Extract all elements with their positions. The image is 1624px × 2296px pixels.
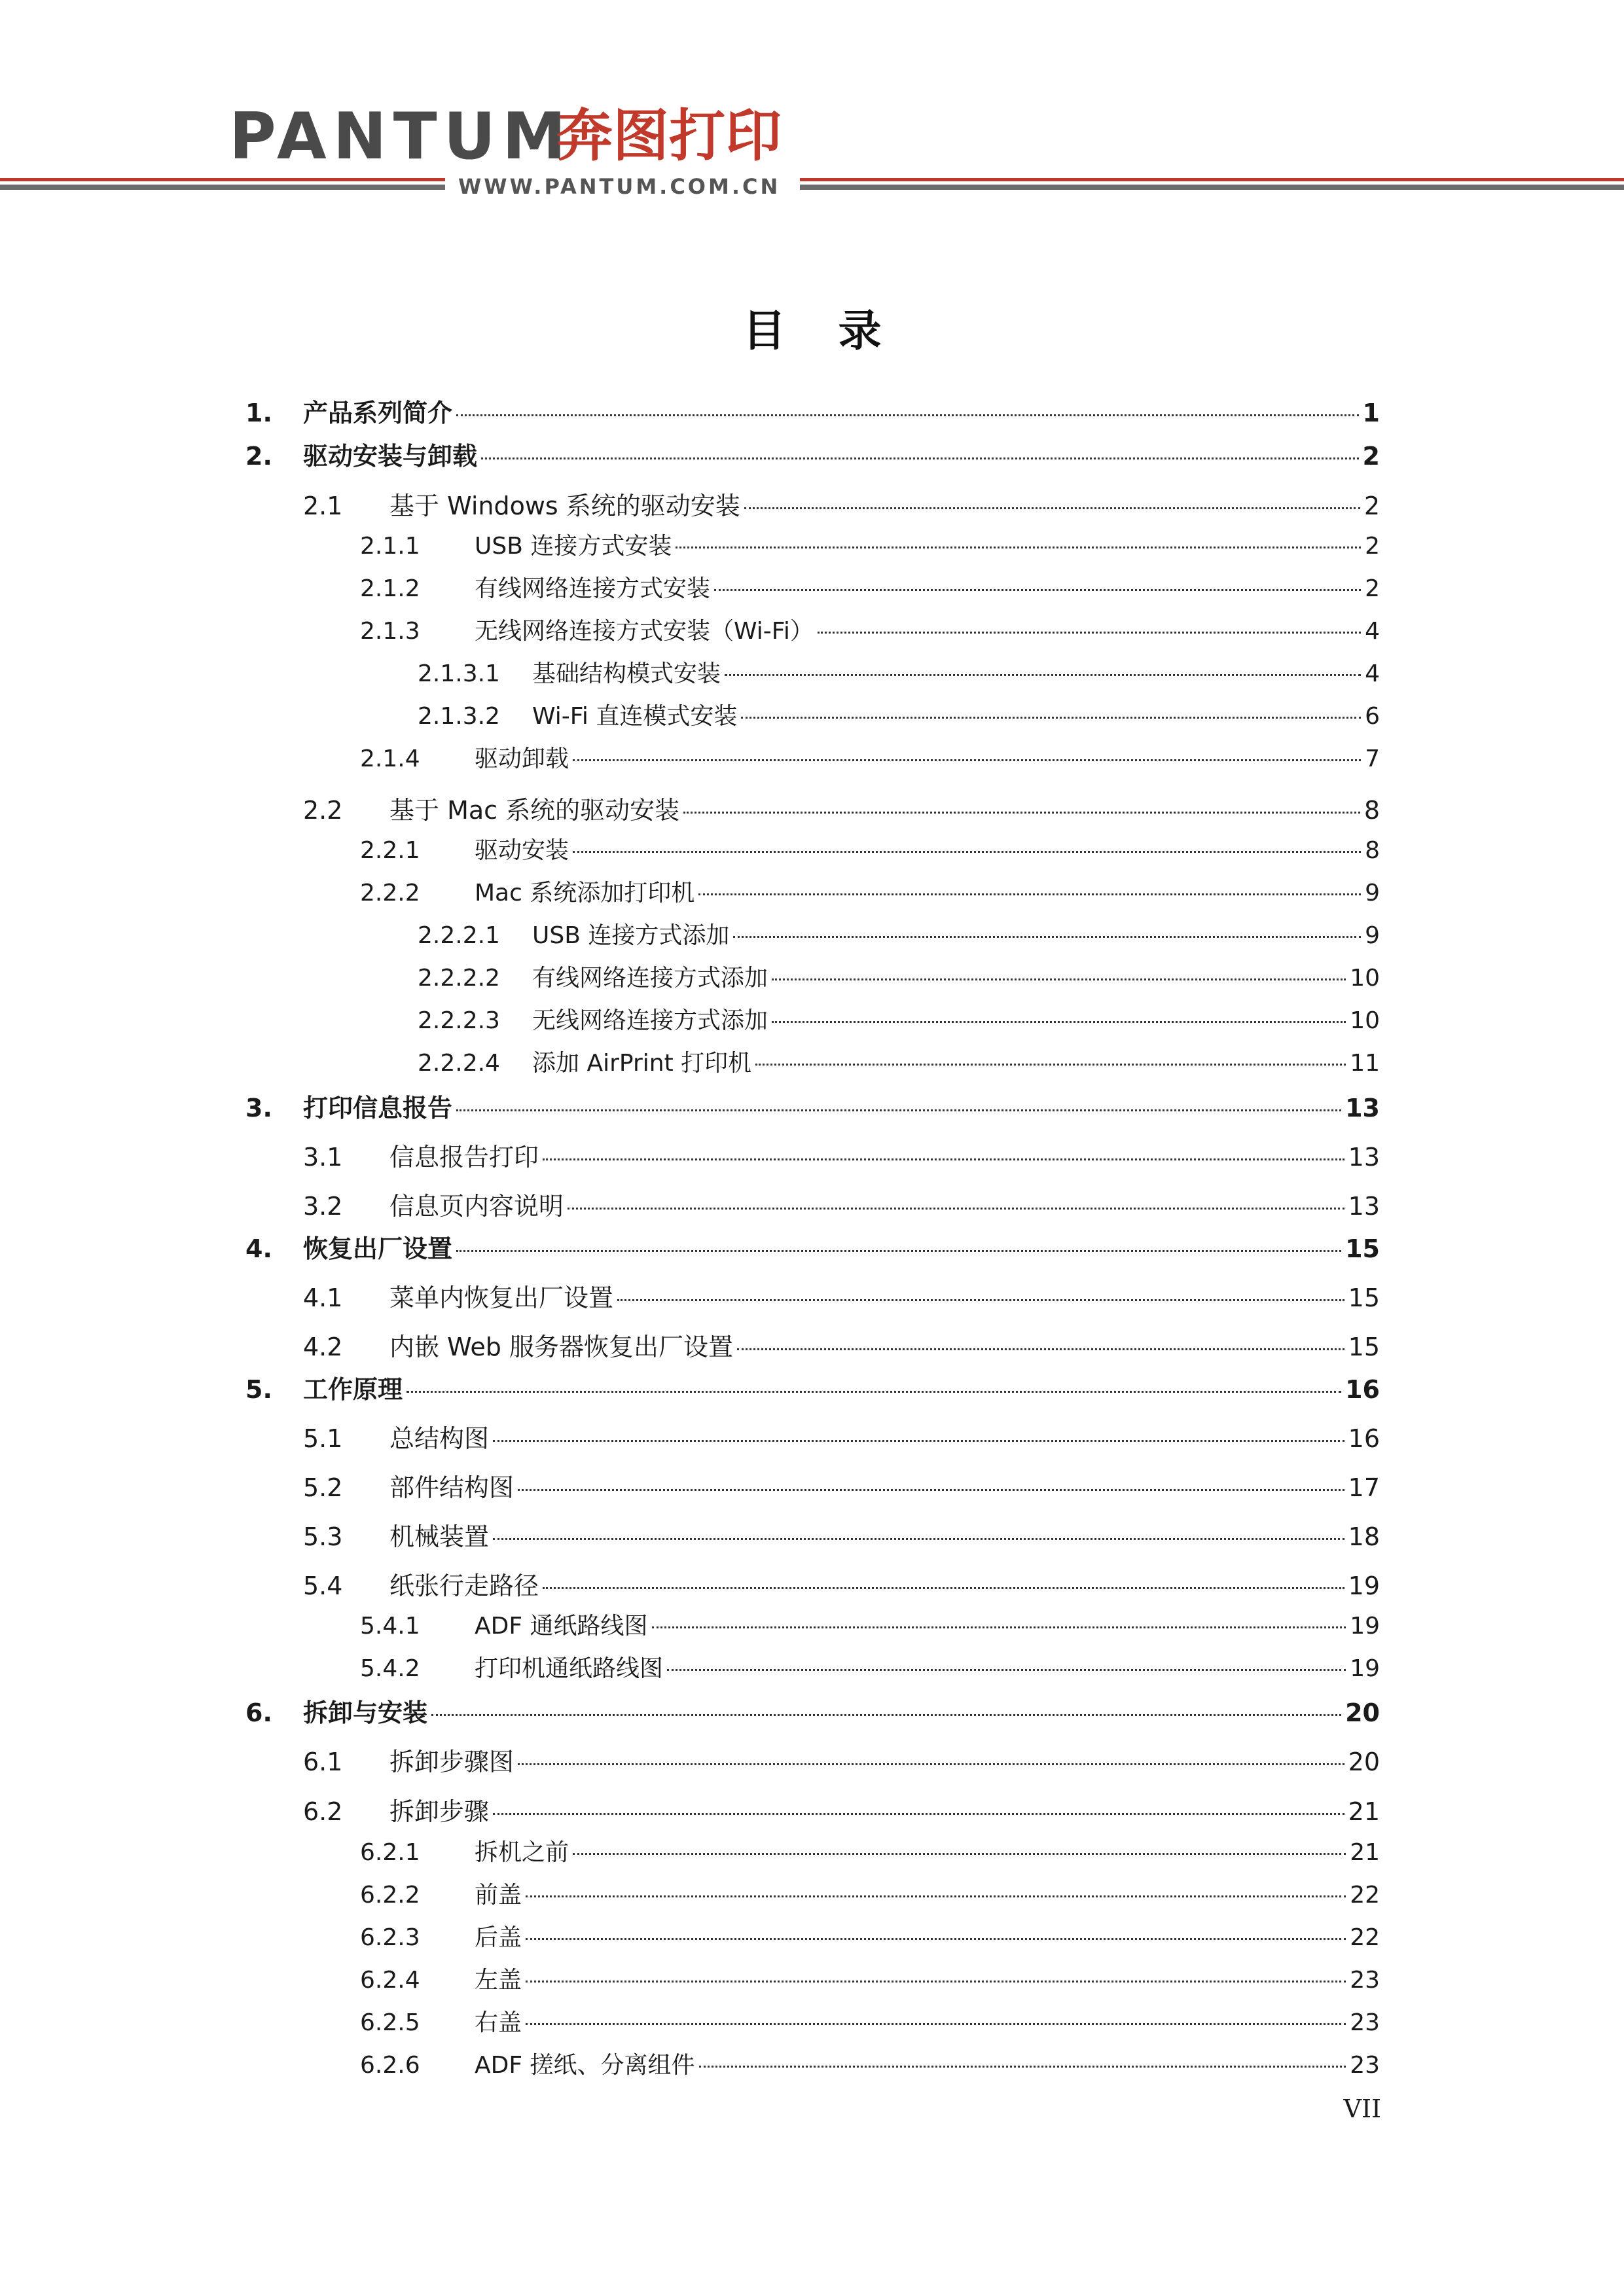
toc-entry-title: 驱动安装 <box>475 837 569 864</box>
pantum-logo-text: PANTUM <box>229 99 573 174</box>
toc-entry[interactable] <box>303 1327 1380 1365</box>
toc-entry-page: 2 <box>1362 442 1380 471</box>
toc-dot-leader <box>518 1763 1344 1765</box>
toc-dot-leader <box>818 632 1361 634</box>
toc-entry[interactable] <box>360 1650 1380 1688</box>
toc-dot-leader <box>481 457 1359 459</box>
toc-entry-number: 6.2.1 <box>360 1839 420 1866</box>
toc-entry-page: 15 <box>1348 1333 1380 1361</box>
toc-entry-page: 13 <box>1348 1192 1380 1221</box>
toc-dot-leader <box>456 1109 1341 1111</box>
toc-entry-title: 部件结构图 <box>389 1473 514 1502</box>
toc-entry-title: 驱动安装与卸载 <box>303 442 478 471</box>
toc-entry[interactable] <box>303 1516 1380 1554</box>
toc-dot-leader <box>772 1021 1346 1023</box>
toc-entry-number: 2.1.1 <box>360 533 420 560</box>
toc-entry-number: 6.2.3 <box>360 1924 420 1951</box>
toc-dot-leader <box>568 1208 1344 1210</box>
toc-entry-page: 16 <box>1348 1424 1380 1453</box>
toc-entry[interactable] <box>303 1566 1380 1604</box>
toc-entry-title: 信息页内容说明 <box>389 1192 564 1221</box>
toc-entry-page: 15 <box>1345 1234 1380 1263</box>
toc-dot-leader <box>667 1669 1346 1671</box>
toc-entry-title: 基于 Mac 系统的驱动安装 <box>389 796 680 825</box>
toc-entry[interactable] <box>303 790 1380 828</box>
toc-entry-page: 18 <box>1348 1522 1380 1551</box>
toc-entry-page: 17 <box>1348 1473 1380 1502</box>
toc-dot-leader <box>543 1158 1344 1160</box>
toc-entry-page: 19 <box>1350 1613 1380 1640</box>
toc-entry-title: 有线网络连接方式添加 <box>532 965 768 992</box>
toc-entry[interactable] <box>245 393 1380 431</box>
toc-dot-leader <box>699 2066 1346 2068</box>
toc-entry-title: 拆卸步骤 <box>389 1797 490 1826</box>
toc-entry-number: 6.2.5 <box>360 2009 420 2036</box>
toc-dot-leader <box>456 1250 1341 1252</box>
toc-entry-page: 9 <box>1365 922 1380 949</box>
page-title: 目录 <box>742 306 934 356</box>
toc-entry-title: 有线网络连接方式安装 <box>475 575 711 602</box>
toc-entry-number: 2.1.3.2 <box>418 703 500 730</box>
toc-entry[interactable] <box>418 960 1380 997</box>
toc-entry[interactable] <box>418 1002 1380 1040</box>
toc-entry-page: 21 <box>1348 1797 1380 1826</box>
toc-dot-leader <box>772 978 1346 980</box>
toc-entry-page: 13 <box>1348 1143 1380 1172</box>
pantum-logo-chinese: 奔图打印 <box>556 103 782 169</box>
toc-entry[interactable] <box>360 528 1380 565</box>
toc-entry-number: 5.2 <box>303 1473 343 1502</box>
toc-entry[interactable] <box>418 917 1380 955</box>
toc-entry-number: 2.1.3 <box>360 618 420 645</box>
toc-entry-page: 8 <box>1365 837 1380 864</box>
toc-entry-number: 5.4.1 <box>360 1613 420 1640</box>
toc-entry[interactable] <box>360 1876 1380 1914</box>
toc-entry-number: 5.1 <box>303 1424 343 1453</box>
toc-entry-number: 3.2 <box>303 1192 343 1221</box>
toc-entry-page: 23 <box>1350 2009 1380 2036</box>
toc-entry-number: 2.2.2.3 <box>418 1007 500 1034</box>
toc-entry-number: 2.2 <box>303 796 343 825</box>
toc-dot-leader <box>493 1538 1344 1540</box>
toc-entry-number: 3.1 <box>303 1143 343 1172</box>
toc-dot-leader <box>518 1489 1344 1491</box>
toc-entry-title: 产品系列简介 <box>303 399 453 427</box>
toc-dot-leader <box>737 1348 1344 1350</box>
toc-entry-number: 2.1.4 <box>360 745 420 772</box>
toc-entry[interactable] <box>245 1088 1380 1126</box>
toc-entry-number: 4.1 <box>303 1283 343 1312</box>
toc-entry-title: USB 连接方式安装 <box>475 533 672 560</box>
toc-entry-page: 8 <box>1363 796 1380 825</box>
toc-entry[interactable] <box>245 1693 1380 1731</box>
toc-entry-number: 6.1 <box>303 1748 343 1776</box>
toc-entry[interactable] <box>418 698 1380 736</box>
toc-entry-number: 6.2 <box>303 1797 343 1826</box>
toc-entry-number: 5.4 <box>303 1571 343 1600</box>
toc-entry-page: 13 <box>1345 1094 1380 1122</box>
toc-entry-number: 2.2.2 <box>360 880 420 906</box>
toc-entry-page: 19 <box>1350 1655 1380 1682</box>
toc-dot-leader <box>526 1938 1346 1940</box>
page-header <box>0 0 1624 209</box>
toc-dot-leader <box>683 812 1360 814</box>
toc-entry-title: ADF 搓纸、分离组件 <box>475 2052 695 2079</box>
toc-entry-number: 4. <box>245 1234 272 1263</box>
toc-entry-page: 6 <box>1365 703 1380 730</box>
toc-dot-leader <box>714 589 1361 591</box>
toc-entry-title: 添加 AirPrint 打印机 <box>532 1050 752 1077</box>
toc-entry[interactable] <box>303 1186 1380 1224</box>
toc-dot-leader <box>573 851 1361 853</box>
toc-entry[interactable] <box>245 436 1380 474</box>
toc-entry[interactable] <box>303 1418 1380 1456</box>
toc-entry-number: 2.2.2.4 <box>418 1050 500 1077</box>
toc-dot-leader <box>617 1299 1344 1301</box>
toc-entry-page: 15 <box>1348 1283 1380 1312</box>
toc-dot-leader <box>676 547 1361 548</box>
toc-dot-leader <box>573 1853 1346 1855</box>
toc-entry-number: 2.2.2.2 <box>418 965 500 992</box>
toc-entry-page: 19 <box>1348 1571 1380 1600</box>
toc-entry-page: 9 <box>1365 880 1380 906</box>
toc-entry-number: 1. <box>245 399 272 427</box>
toc-entry-title: 拆卸步骤图 <box>389 1748 514 1776</box>
toc-entry[interactable] <box>360 1962 1380 2000</box>
toc-entry-number: 6. <box>245 1698 272 1727</box>
page-number: VII <box>1343 2094 1381 2123</box>
toc-entry-title: 纸张行走路径 <box>389 1571 539 1600</box>
toc-entry-page: 4 <box>1365 660 1380 687</box>
toc-entry-page: 4 <box>1365 618 1380 645</box>
toc-entry-page: 7 <box>1365 745 1380 772</box>
toc-dot-leader <box>543 1587 1344 1589</box>
toc-entry-number: 2.2.2.1 <box>418 922 500 949</box>
toc-entry-title: 左盖 <box>475 1967 522 1994</box>
toc-entry-number: 6.2.4 <box>360 1967 420 1994</box>
toc-dot-leader <box>526 2023 1346 2025</box>
toc-entry-page: 16 <box>1345 1375 1380 1404</box>
toc-entry[interactable] <box>418 655 1380 693</box>
toc-entry[interactable] <box>360 874 1380 912</box>
toc-entry-title: 机械装置 <box>389 1522 490 1551</box>
toc-entry-title: 后盖 <box>475 1924 522 1951</box>
toc-dot-leader <box>744 507 1360 509</box>
toc-entry-number: 5. <box>245 1375 272 1404</box>
toc-entry[interactable] <box>360 740 1380 778</box>
toc-entry[interactable] <box>245 1369 1380 1407</box>
toc-entry-number: 6.2.6 <box>360 2052 420 2079</box>
toc-dot-leader <box>698 893 1361 895</box>
toc-entry[interactable] <box>303 1137 1380 1175</box>
toc-entry-title: 内嵌 Web 服务器恢复出厂设置 <box>389 1333 734 1361</box>
header-rule-left <box>0 178 445 192</box>
toc-entry[interactable] <box>418 1045 1380 1083</box>
toc-entry[interactable] <box>303 1467 1380 1505</box>
toc-dot-leader <box>493 1440 1344 1442</box>
toc-entry-page: 10 <box>1350 965 1380 992</box>
toc-entry-number: 4.2 <box>303 1333 343 1361</box>
toc-entry-title: 基于 Windows 系统的驱动安装 <box>389 492 740 520</box>
toc-entry-number: 3. <box>245 1094 272 1122</box>
toc-entry[interactable] <box>360 1834 1380 1872</box>
toc-dot-leader <box>493 1813 1344 1815</box>
toc-entry-title: 总结构图 <box>389 1424 490 1453</box>
toc-entry[interactable] <box>303 1791 1380 1829</box>
toc-dot-leader <box>741 717 1361 719</box>
toc-entry-title: 无线网络连接方式安装（Wi-Fi） <box>475 618 814 645</box>
toc-entry-page: 20 <box>1348 1748 1380 1776</box>
toc-entry[interactable] <box>303 1742 1380 1780</box>
toc-entry-number: 2. <box>245 442 272 471</box>
toc-entry-number: 6.2.2 <box>360 1882 420 1909</box>
toc-entry-page: 23 <box>1350 2052 1380 2079</box>
toc-entry-page: 2 <box>1363 492 1380 520</box>
toc-entry-title: 打印机通纸路线图 <box>475 1655 664 1682</box>
toc-entry-page: 22 <box>1350 1924 1380 1951</box>
toc-entry-page: 22 <box>1350 1882 1380 1909</box>
toc-dot-leader <box>573 759 1361 761</box>
toc-dot-leader <box>755 1064 1346 1066</box>
toc-entry-title: Wi-Fi 直连模式安装 <box>532 703 738 730</box>
toc-entry-number: 2.1.3.1 <box>418 660 500 687</box>
toc-entry-number: 2.2.1 <box>360 837 420 864</box>
toc-entry-page: 21 <box>1350 1839 1380 1866</box>
toc-entry[interactable] <box>360 1607 1380 1645</box>
toc-entry-title: 无线网络连接方式添加 <box>532 1007 768 1034</box>
toc-entry-title: 工作原理 <box>303 1375 403 1404</box>
toc-entry[interactable] <box>303 486 1380 524</box>
toc-entry-title: 拆卸与安装 <box>303 1698 428 1727</box>
toc-entry[interactable] <box>360 1919 1380 1957</box>
toc-dot-leader <box>652 1626 1346 1628</box>
toc-entry-title: 驱动卸载 <box>475 745 569 772</box>
toc-dot-leader <box>526 1895 1346 1897</box>
toc-entry-title: 恢复出厂设置 <box>303 1234 453 1263</box>
toc-entry-page: 10 <box>1350 1007 1380 1034</box>
toc-entry[interactable] <box>245 1229 1380 1266</box>
toc-entry[interactable] <box>303 1278 1380 1316</box>
toc-dot-leader <box>526 1981 1346 1982</box>
toc-dot-leader <box>406 1391 1341 1393</box>
toc-dot-leader <box>725 674 1361 676</box>
toc-entry[interactable] <box>360 2004 1380 2042</box>
toc-entry-title: 打印信息报告 <box>303 1094 453 1122</box>
toc-entry-title: ADF 通纸路线图 <box>475 1613 648 1640</box>
toc-entry[interactable] <box>360 613 1380 651</box>
toc-entry-number: 2.1.2 <box>360 575 420 602</box>
toc-entry-title: 信息报告打印 <box>389 1143 539 1172</box>
toc-entry-title: 拆机之前 <box>475 1839 569 1866</box>
toc-entry-title: 基础结构模式安装 <box>532 660 721 687</box>
toc-dot-leader <box>456 414 1359 416</box>
toc-entry-title: Mac 系统添加打印机 <box>475 880 695 906</box>
toc-entry-page: 2 <box>1365 575 1380 602</box>
toc-entry-number: 5.4.2 <box>360 1655 420 1682</box>
website-url: WWW.PANTUM.COM.CN <box>458 174 781 199</box>
toc-entry-number: 2.1 <box>303 492 343 520</box>
toc-entry-page: 23 <box>1350 1967 1380 1994</box>
toc-entry-page: 2 <box>1365 533 1380 560</box>
toc-entry-title: USB 连接方式添加 <box>532 922 730 949</box>
toc-entry[interactable] <box>360 2047 1380 2085</box>
toc-entry-title: 前盖 <box>475 1882 522 1909</box>
toc-entry-page: 11 <box>1350 1050 1380 1077</box>
toc-entry-title: 菜单内恢复出厂设置 <box>389 1283 614 1312</box>
toc-entry[interactable] <box>360 570 1380 608</box>
toc-entry[interactable] <box>360 832 1380 870</box>
toc-entry-title: 右盖 <box>475 2009 522 2036</box>
toc-entry-page: 1 <box>1362 399 1380 427</box>
toc-entry-number: 5.3 <box>303 1522 343 1551</box>
toc-dot-leader <box>733 936 1361 938</box>
header-rule-right <box>800 178 1624 192</box>
toc-dot-leader <box>431 1714 1341 1716</box>
toc-entry-page: 20 <box>1345 1698 1380 1727</box>
